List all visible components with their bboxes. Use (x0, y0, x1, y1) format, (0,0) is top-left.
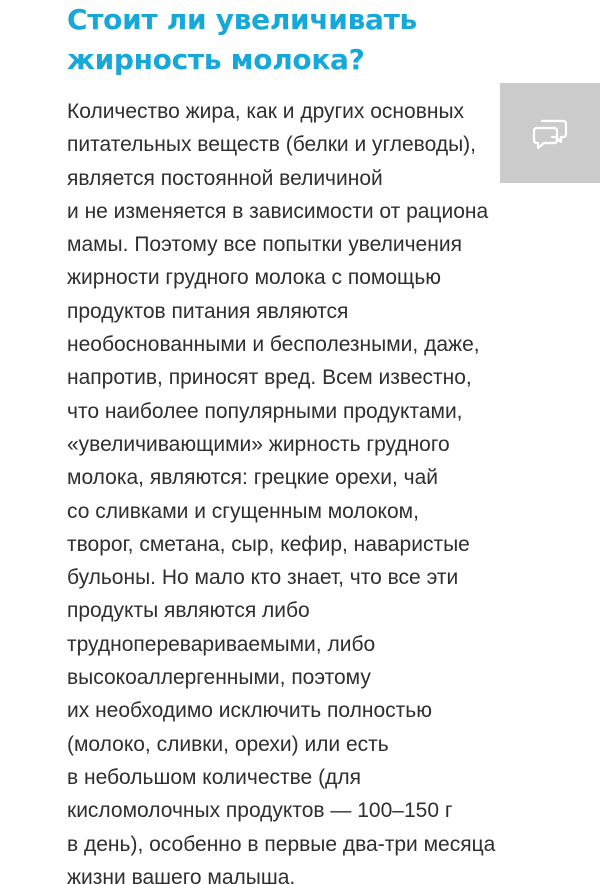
article-line: «увеличивающими» жирность грудного (67, 432, 450, 456)
article-line: со сливками и сгущенным молоком, (67, 499, 419, 523)
article-line: (молоко, сливки, орехи) или есть (67, 732, 389, 756)
heading-line: Стоит ли увеличивать (67, 3, 417, 36)
article-line: продукты являются либо (67, 599, 310, 623)
article-line: и не изменяется в зависимости от рациона (67, 199, 489, 223)
article-line: в небольшом количестве (для (67, 765, 361, 789)
article-body (67, 95, 600, 884)
article-line: питательных веществ (белки и углеводы), (67, 133, 476, 157)
article-line: трудноперевариваемыми, либо (67, 632, 376, 656)
article-line: продуктов питания являются (67, 299, 349, 323)
heading-line: жирность молока? (67, 43, 365, 76)
article-line: напротив, приносят вред. Всем известно, (67, 366, 472, 390)
article-line: кисломолочных продуктов — 100–150 г (67, 799, 453, 823)
article-line: бульоны. Но мало кто знает, что все эти (67, 566, 459, 590)
article-line: что наиболее популярными продуктами, (67, 399, 463, 423)
article-heading (67, 0, 567, 80)
chat-widget-button[interactable] (500, 83, 600, 183)
article-line: в день), особенно в первые два-три месяца (67, 832, 496, 856)
article-line: жирности грудного молока с помощью (67, 266, 442, 290)
chat-bubbles-icon (530, 115, 570, 151)
article-line: высокоаллергенными, поэтому (67, 666, 371, 690)
article-line: необоснованными и бесполезными, даже, (67, 333, 480, 357)
article-line: является постоянной величиной (67, 166, 383, 190)
article-line: молока, являются: грецкие орехи, чай (67, 466, 439, 490)
article-line: мамы. Поэтому все попытки увеличения (67, 233, 462, 257)
article-line: их необходимо исключить полностью (67, 699, 432, 723)
article-line: жизни вашего малыша. (67, 865, 296, 884)
article-line: творог, сметана, сыр, кефир, наваристые (67, 532, 470, 556)
article-line: Количество жира, как и других основных (67, 100, 465, 123)
